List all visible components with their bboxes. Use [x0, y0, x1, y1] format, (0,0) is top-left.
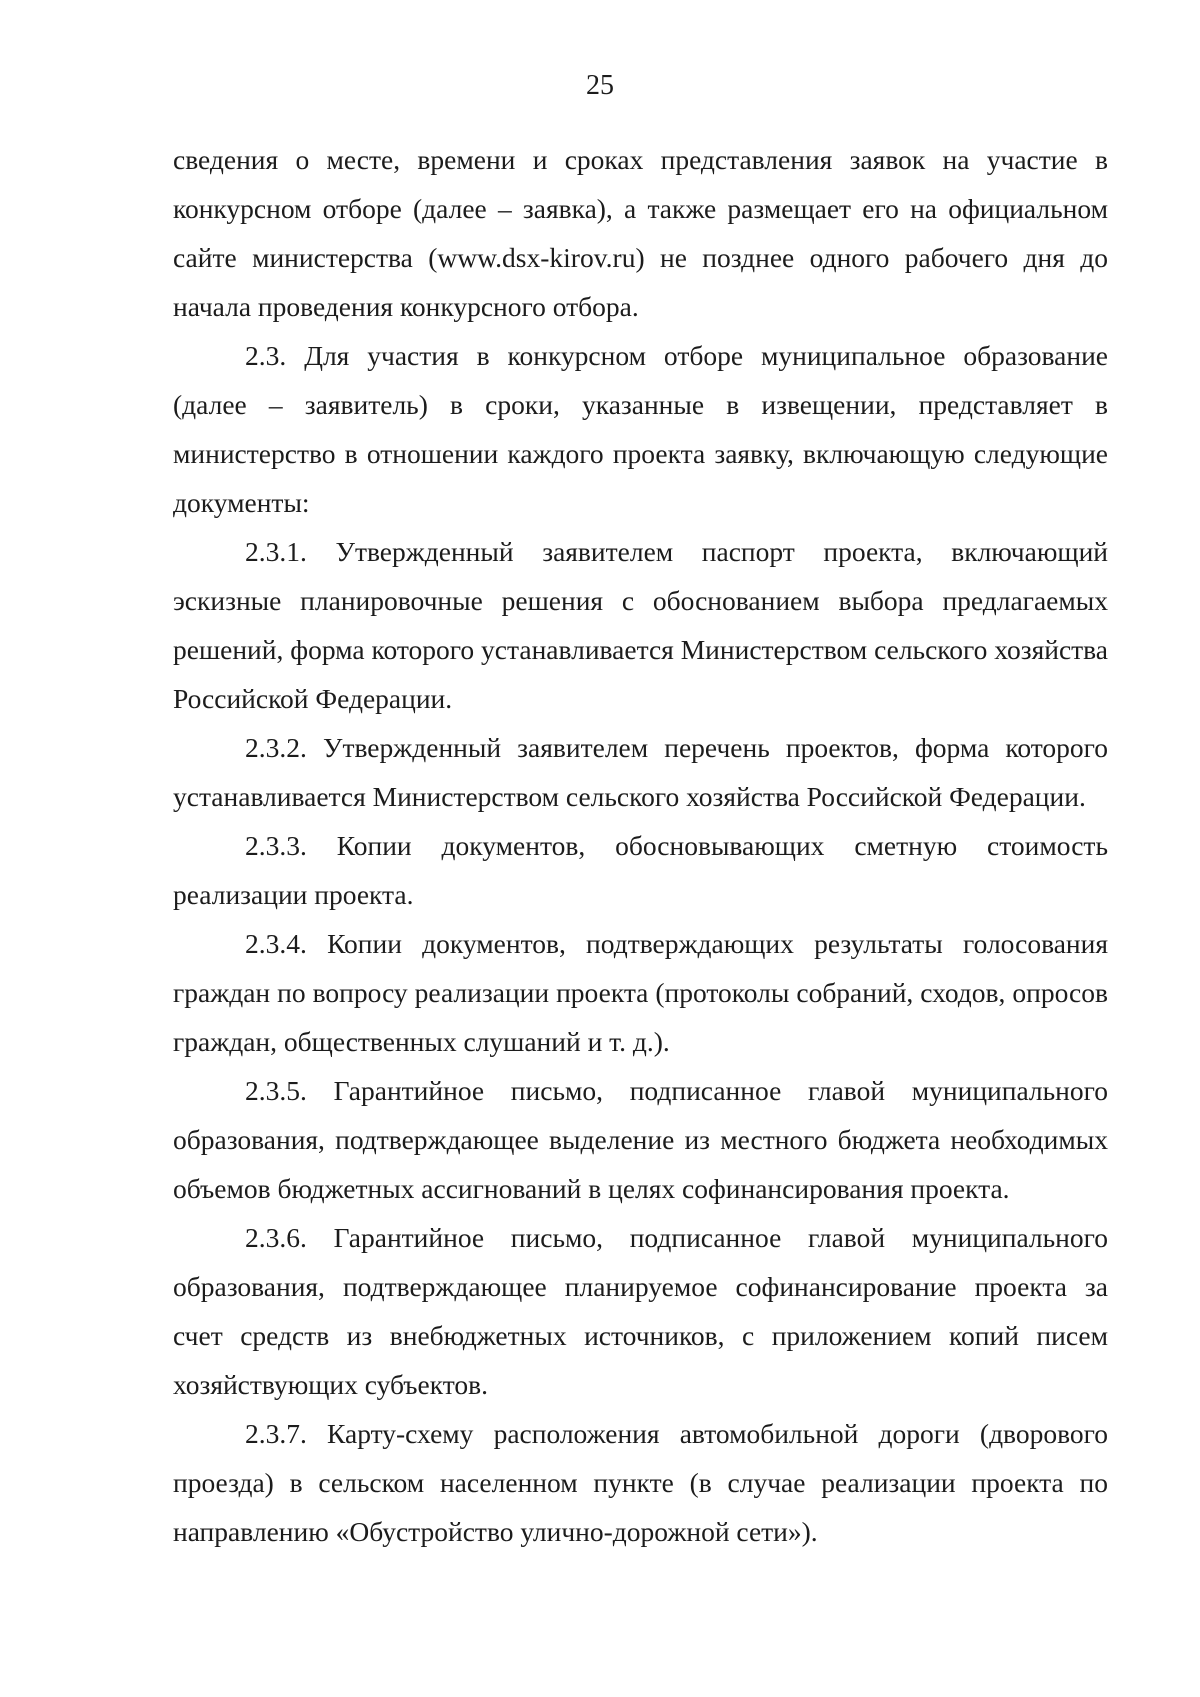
document-body — [173, 135, 1108, 1556]
paragraph-continuation: сведения о месте, времени и сроках представления заявок на участие в конкурсном отборе (далее – заявка), а также размещает его на официальном сайте министерства (www.dsx-kirov.ru) не позднее одного рабочего дня до начала проведения конкурсного отбора. — [173, 144, 1108, 322]
paragraph-2-3-3: 2.3.3. Копии документов, обосновывающих сметную стоимость реализации проекта. — [173, 830, 1108, 910]
paragraph-2-3: 2.3. Для участия в конкурсном отборе муниципальное образование (далее – заявитель) в сроки, указанные в извещении, представляет в министерство в отношении каждого проекта заявку, включающую следующие документы: — [173, 340, 1108, 518]
paragraph-2-3-6: 2.3.6. Гарантийное письмо, подписанное главой муниципального образования, подтверждающее планируемое софинансирование проекта за счет средств из внебюджетных источников, с приложением копий писем хозяйствующих субъектов. — [173, 1222, 1108, 1400]
paragraph-2-3-2: 2.3.2. Утвержденный заявителем перечень проектов, форма которого устанавливается Министерством сельского хозяйства Российской Федерации. — [173, 732, 1108, 812]
paragraph-2-3-5: 2.3.5. Гарантийное письмо, подписанное главой муниципального образования, подтверждающее выделение из местного бюджета необходимых объемов бюджетных ассигнований в целях софинансирования проекта. — [173, 1075, 1108, 1204]
paragraph-2-3-7: 2.3.7. Карту-схему расположения автомобильной дороги (дворового проезда) в сельском населенном пункте (в случае реализации проекта по направлению «Обустройство улично-дорожной сети»). — [173, 1418, 1108, 1547]
paragraph-2-3-1: 2.3.1. Утвержденный заявителем паспорт проекта, включающий эскизные планировочные решения с обоснованием выбора предлагаемых решений, форма которого устанавливается Министерством сельского хозяйства Российской Федерации. — [173, 536, 1108, 714]
page-number: 25 — [586, 70, 614, 101]
paragraph-2-3-4: 2.3.4. Копии документов, подтверждающих результаты голосования граждан по вопросу реализации проекта (протоколы собраний, сходов, опросов граждан, общественных слушаний и т. д.). — [173, 928, 1108, 1057]
